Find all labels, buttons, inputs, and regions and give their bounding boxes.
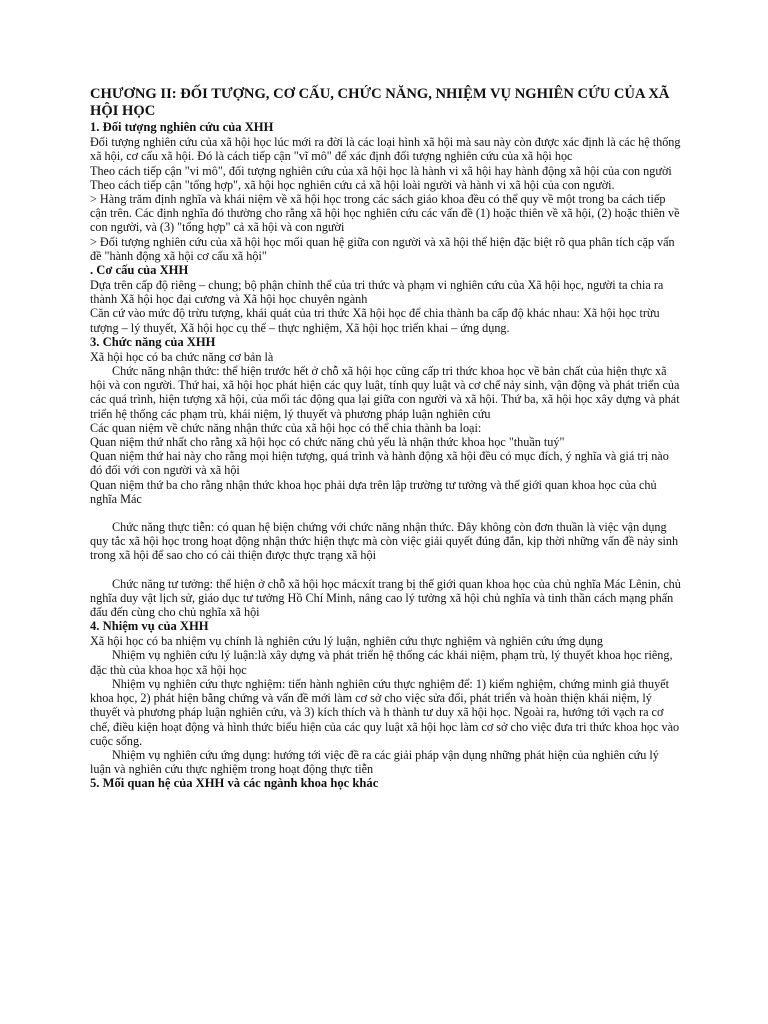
section-3-paragraph-7: Chức năng thực tiễn: có quan hệ biện chứng với chức năng nhận thức. Đây không còn đơn thuần là việc vận dụng quy tắc xã hội học trong hoạt động nhận thức hiện thực mà còn việc giải quyết đúng đắn, kịp thời những vấn đề nảy sinh trong xã hội để sao cho có cải thiện được thực trạng xã hội [90, 520, 679, 563]
section-1-paragraph-5: > Đối tượng nghiên cứu của xã hội học mối quan hệ giữa con người và xã hội thể hiện đặc biệt rõ qua phân tích cặp vấn đề "hành động xã hội cơ cấu xã hội" [90, 234, 675, 263]
document-page [90, 86, 682, 791]
chapter-title: CHƯƠNG II: ĐỐI TƯỢNG, CƠ CẤU, CHỨC NĂNG, NHIỆM VỤ NGHIÊN CỨU CỦA XÃ HỘI HỌC [90, 86, 670, 119]
section-1-paragraph-3: Theo cách tiếp cận "tổng hợp", xã hội học nghiên cứu cả xã hội loài người và hành vi xã hội của con người. [90, 177, 615, 192]
section-4-paragraph-4: Nhiệm vụ nghiên cứu ứng dụng: hướng tới việc đề ra các giải pháp vận dụng những phát hiện của nghiên cứu lý luận và nghiên cứu thực nghiệm trong hoạt động thực tiễn [90, 747, 659, 777]
paragraph-spacer [90, 563, 682, 577]
section-2-paragraph-2: Căn cứ vào mức độ trừu tượng, khái quát của tri thức Xã hội học để chia thành ba cấp độ khác nhau: Xã hội học trừu tượng – lý thuyết, Xã hội học cụ thể – thực nghiệm, Xã hội học triển khai – ứng dụng. [90, 306, 660, 335]
section-4-heading: 4. Nhiệm vụ của XHH [90, 619, 209, 634]
section-3-heading: 3. Chức năng của XHH [90, 334, 216, 349]
section-1-paragraph-2: Theo cách tiếp cận "vi mô", đối tượng nghiên cứu của xã hội học là hành vi xã hội hay hành động xã hội của con người [90, 163, 672, 178]
section-4-paragraph-2: Nhiệm vụ nghiên cứu lý luận:là xây dựng và phát triển hệ thống các khái niệm, phạm trù, lý thuyết khoa học riêng, đặc thù của khoa học xã hội học [90, 648, 673, 677]
section-2-paragraph-1: Dựa trên cấp độ riêng – chung; bộ phận chỉnh thể của tri thức và phạm vi nghiên cứu của Xã hội học, người ta chia ra thành Xã hội học đại cương và Xã hội học chuyên ngành [90, 278, 664, 307]
section-1-paragraph-1: Đối tượng nghiên cứu của xã hội học lúc mới ra đời là các loại hình xã hội mà sau này còn được xác định là các hệ thống xã hội, cơ cấu xã hội. Đó là cách tiếp cận "vĩ mô" để xác định đối tượng nghiên cứu của xã hội học [90, 135, 681, 164]
section-3-paragraph-2: Chức năng nhận thức: thể hiện trước hết ở chỗ xã hội học cũng cấp tri thức khoa học về bản chất của hiện thực xã hội và con người. Thứ hai, xã hội học phát hiện các quy luật, tính quy luật và cơ chế nảy sinh, vận động và phát triển của các quá trình, hiện tượng xã hội, của mối tác động qua lại giữa con người và xã hội. Thứ ba, xã hội học xây dựng và phát triển hệ thống các phạm trù, khái niệm, lý thuyết và phương pháp luận nghiên cứu [90, 364, 680, 421]
section-1-paragraph-4: > Hàng trăm định nghĩa và khái niệm về xã hội học trong các sách giáo khoa đều có thể quy về một trong ba cách tiếp cận trên. Các định nghĩa đó thường cho rằng xã hội học nghiên cứu các vấn đề (1) hoặc thiên về xã hội, (2) hoặc thiên về con người, và (3) "tổng hợp" cả xã hội và con người [90, 192, 680, 235]
section-3-paragraph-1: Xã hội học có ba chức năng cơ bản là [90, 349, 274, 364]
section-4-paragraph-3: Nhiệm vụ nghiên cứu thực nghiệm: tiến hành nghiên cứu thực nghiệm để: 1) kiểm nghiệm, chứng minh giả thuyết khoa học, 2) phát hiện bằng chứng và vấn đề mới làm cơ sở cho việc sửa đổi, phát triển và hoàn thiện khái niệm, lý thuyết và phương pháp luận nghiên cứu, và 3) kích thích và h thành tư duy xã hội học. Ngoài ra, hướng tới vạch ra cơ chế, điều kiện hoạt động và hình thức biểu hiện của các quy luật xã hội học làm cơ sở cho việc đưa tri thức khoa học vào cuộc sống. [90, 676, 680, 748]
section-3-paragraph-4: Quan niệm thứ nhất cho rằng xã hội học có chức năng chủ yếu là nhận thức khoa học "thuần tuý" [90, 435, 565, 450]
section-1-heading: 1. Đối tượng nghiên cứu của XHH [90, 120, 274, 135]
section-3-paragraph-8: Chức năng tư tưởng: thể hiện ở chỗ xã hội học mácxít trang bị thế giới quan khoa học của chủ nghĩa Mác Lênin, chủ nghĩa duy vật lịch sử, giáo dục tư tưởng Hồ Chí Minh, nâng cao lý tưởng xã hội chủ nghĩa và tinh thần cách mạng phấn đấu đến cùng cho chủ nghĩa xã hội [90, 576, 681, 620]
section-3-paragraph-6: Quan niệm thứ ba cho rằng nhận thức khoa học phải dựa trên lập trường tư tưởng và thế giới quan khoa học của chủ nghĩa Mác [90, 477, 657, 506]
section-3-paragraph-3: Các quan niệm về chức năng nhận thức của xã hội học có thể chia thành ba loại: [90, 420, 482, 435]
section-2-heading: . Cơ cấu của XHH [90, 263, 189, 278]
section-5-heading: 5. Mối quan hệ của XHH và các ngành khoa học khác [90, 776, 379, 791]
paragraph-spacer [90, 506, 682, 520]
section-3-paragraph-5: Quan niệm thứ hai này cho rằng mọi hiện tượng, quá trình và hành động xã hội đều có mục đích, ý nghĩa và giá trị nào đó đối với con người và xã hội [90, 449, 669, 478]
section-4-paragraph-1: Xã hội học có ba nhiệm vụ chính là nghiên cứu lý luận, nghiên cứu thực nghiệm và nghiên cứu ứng dụng [90, 634, 603, 649]
